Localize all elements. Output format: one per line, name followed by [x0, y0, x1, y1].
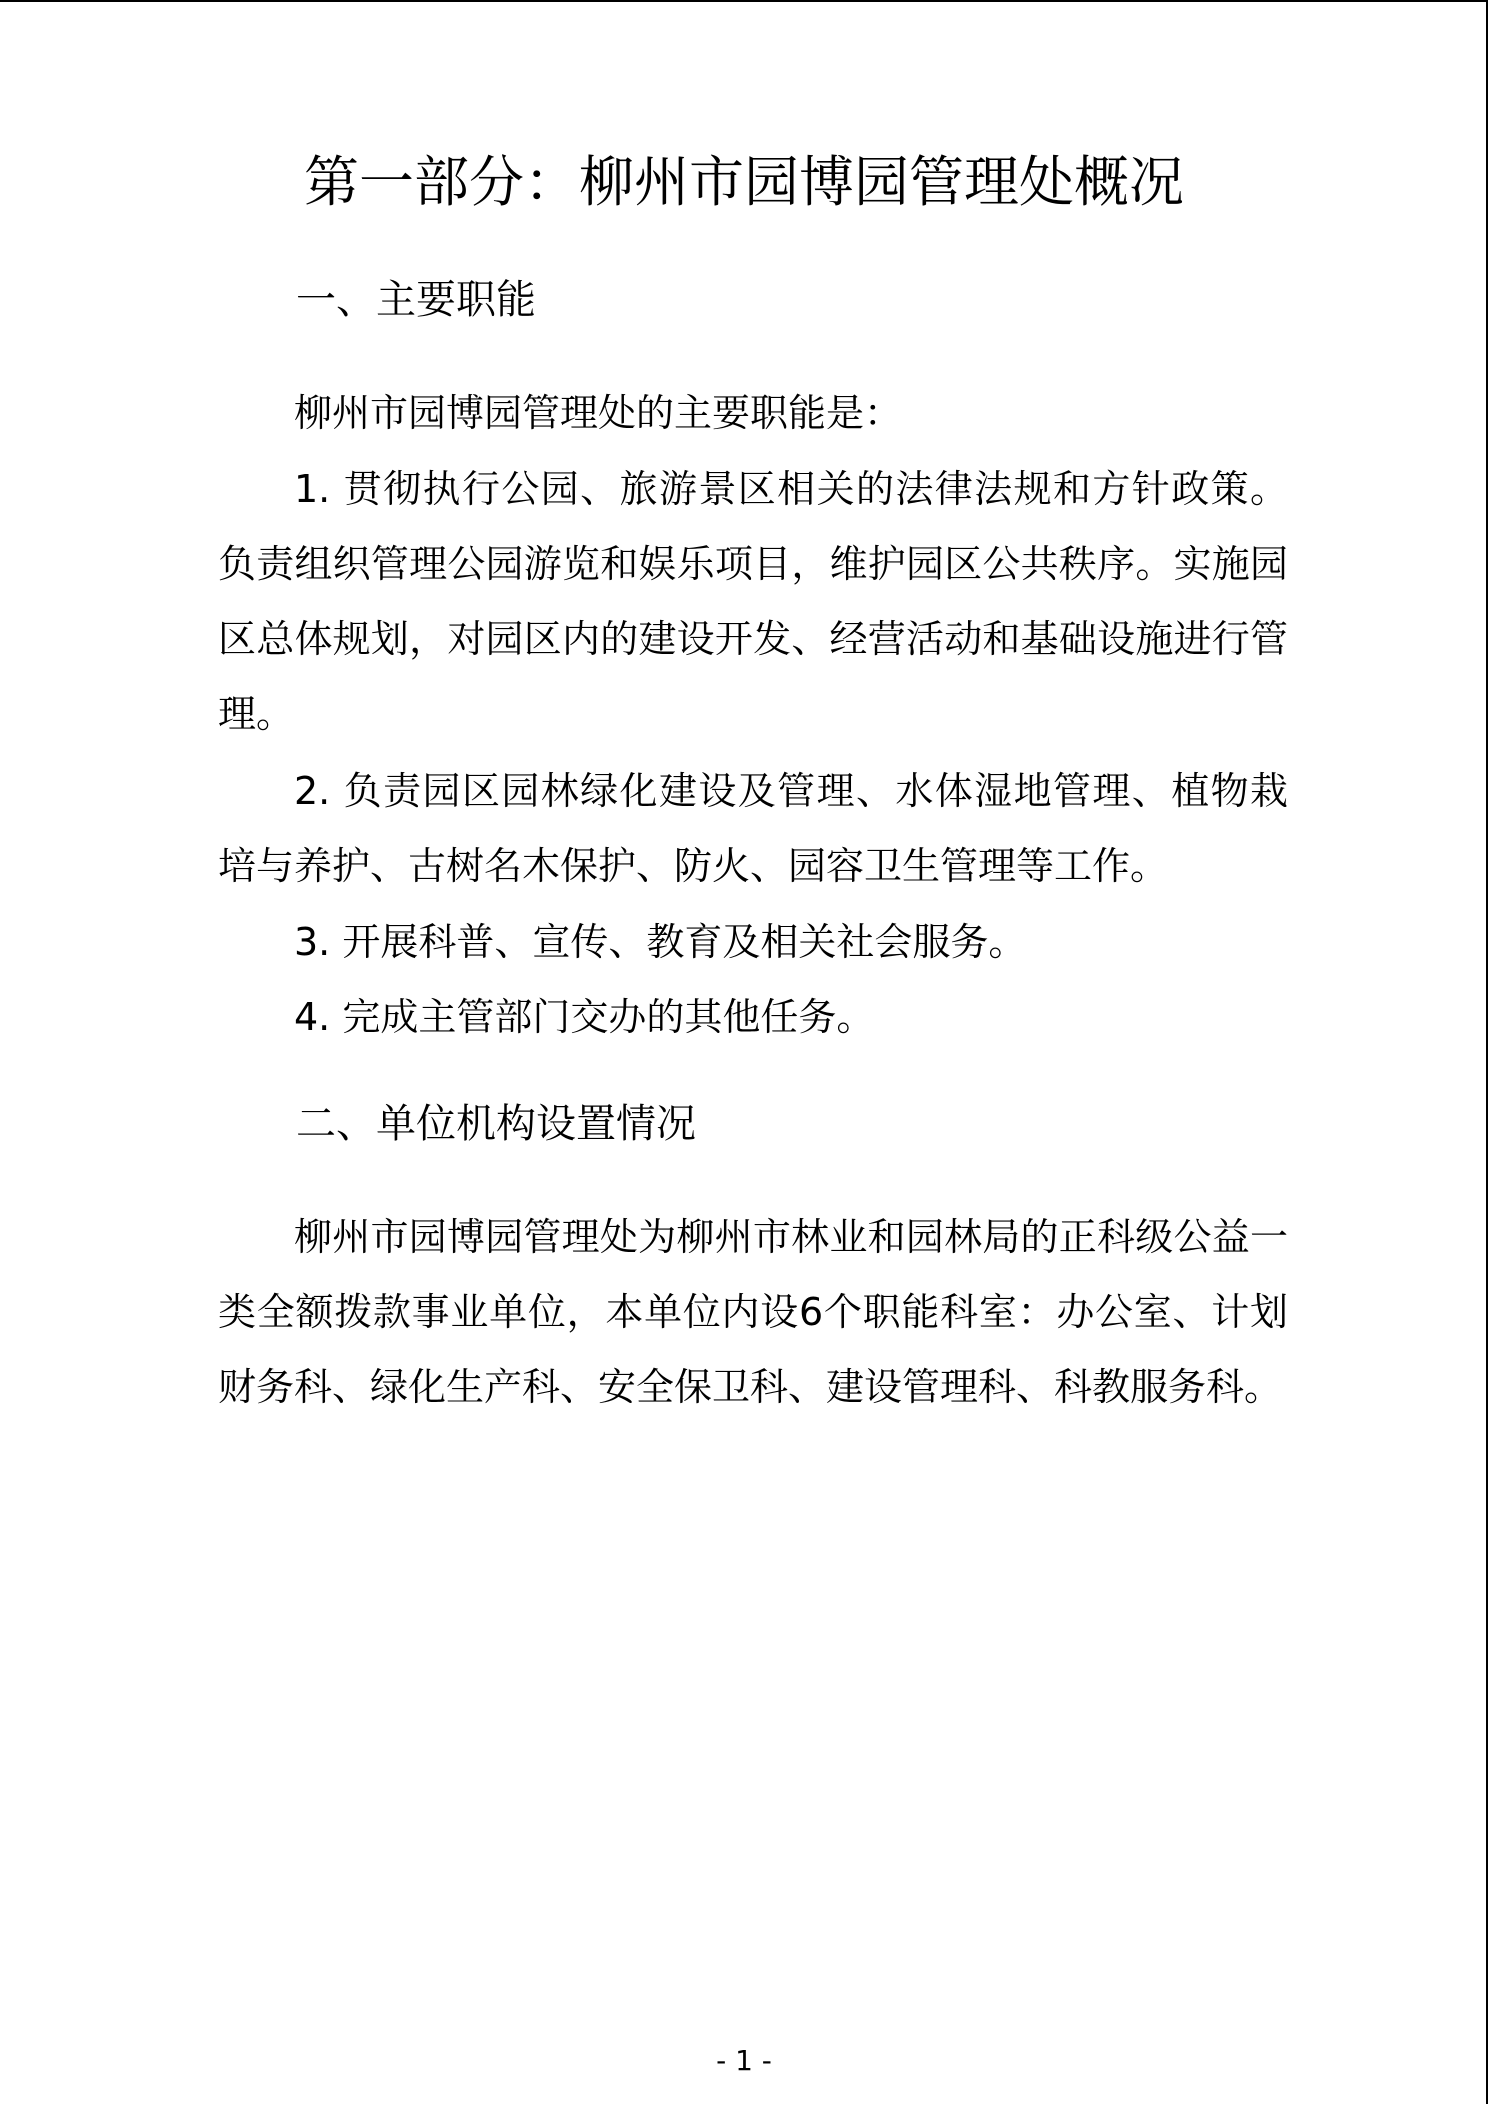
page-number: - 1 - — [716, 2044, 772, 2077]
function-item-3: 3. 开展科普、宣传、教育及相关社会服务。 — [294, 920, 1027, 964]
section-heading-main-functions: 一、主要职能 — [296, 277, 536, 323]
functions-intro-paragraph: 柳州市园博园管理处的主要职能是： — [294, 391, 903, 435]
section-heading-organization: 二、单位机构设置情况 — [296, 1101, 696, 1147]
organization-paragraph: 柳州市园博园管理处为柳州市林业和园林局的正科级公益一类全额拨款事业单位，本单位内设6个职能科室：办公室、计划财务科、绿化生产科、安全保卫科、建设管理科、科教服务科。 — [218, 1215, 1288, 1409]
page-title: 第一部分：柳州市园博园管理处概况 — [303, 150, 1184, 214]
function-item-2: 2. 负责园区园林绿化建设及管理、水体湿地管理、植物栽培与养护、古树名木保护、防火、园容卫生管理等工作。 — [218, 769, 1288, 888]
function-item-1: 1. 贯彻执行公园、旅游景区相关的法律法规和方针政策。负责组织管理公园游览和娱乐项目，维护园区公共秩序。实施园区总体规划，对园区内的建设开发、经营活动和基础设施进行管理。 — [218, 467, 1288, 736]
function-item-4: 4. 完成主管部门交办的其他任务。 — [294, 995, 875, 1039]
